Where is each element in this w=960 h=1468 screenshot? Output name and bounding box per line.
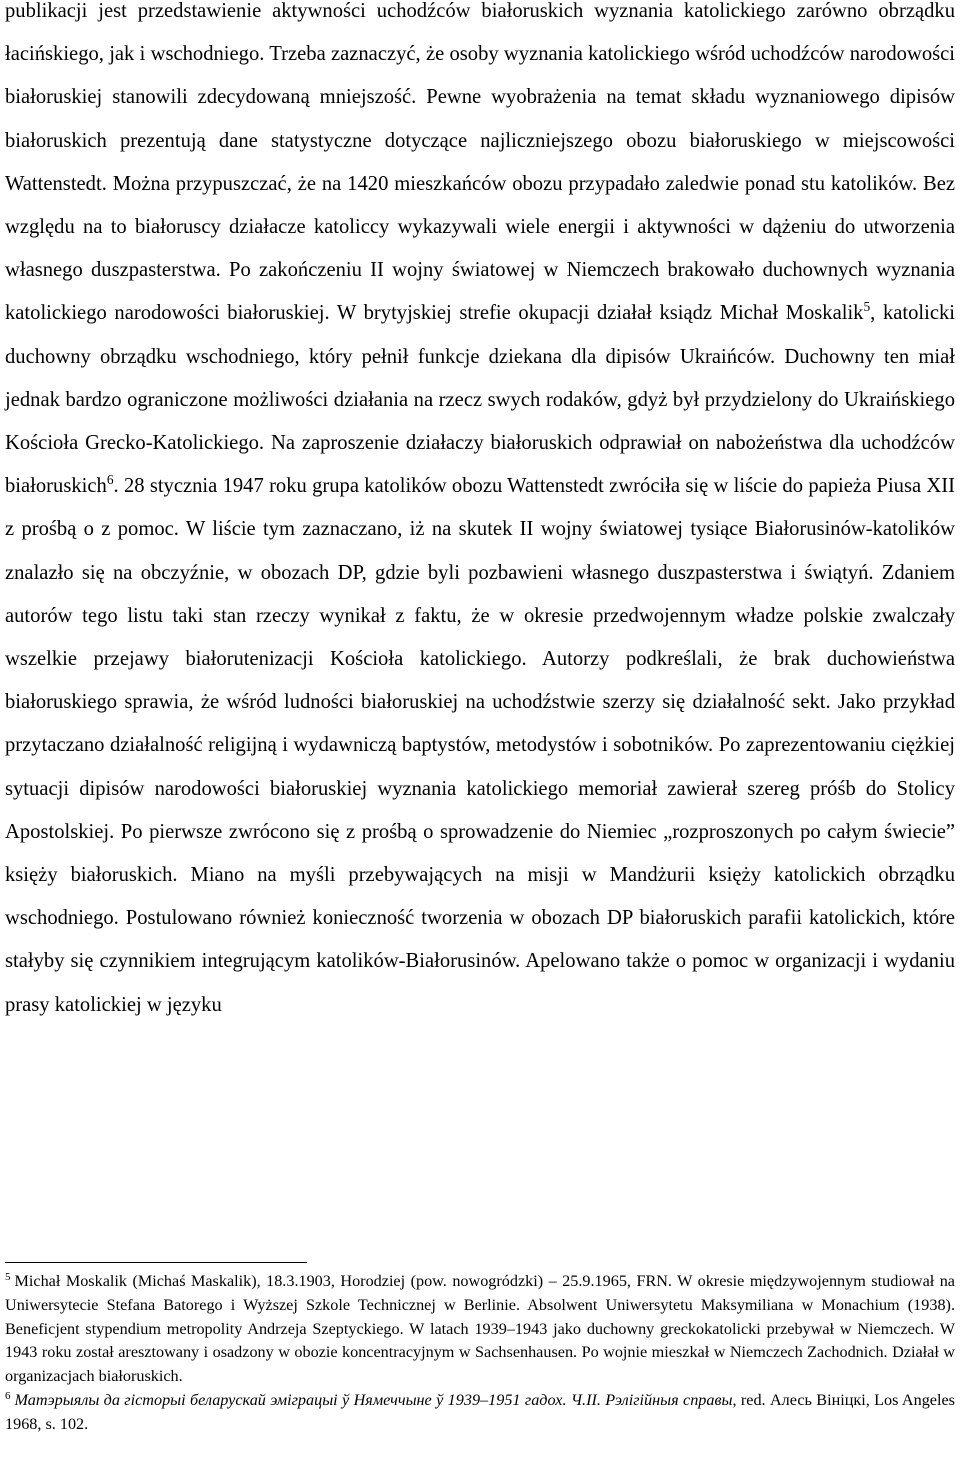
paragraph-text-part-3: . 28 stycznia 1947 roku grupa katolików obozu Wattenstedt zwróciła się w liście do papieża Piusa XII z prośbą o z pomoc. W liście tym zaznaczano, iż na skutek II wojny światowej tysiące Białorusinów-katolików znalazło się na obczyźnie, w obozach DP, gdzie byli pozbawieni własnego duszpasterstwa i świątyń. Zdaniem autorów tego listu taki stan rzeczy wynikał z faktu, że w okresie przedwojennym władze polskie zwalczały wszelkie przejawy białorutenizacji Kościoła katolickiego. Autorzy podkreślali, że brak duchowieństwa białoruskiego sprawia, że wśród ludności białoruskiej na uchodźstwie szerzy się działalność sekt. Jako przykład przytaczano działalność religijną i wydawniczą baptystów, metodystów i sobotników. Po zaprezentowaniu ciężkiej sytuacji dipisów narodowości białoruskiej wyznania katolickiego memoriał zawierał szereg próśb do Stolicy Apostolskiej. Po pierwsze zwrócono się z prośbą o sprowadzenie do Niemiec „rozproszonych po całym świecie” księży białoruskich. Miano na myśli przebywających na misji w Mandżurii księży katolickich obrządku wschodniego. Postulowano również konieczność tworzenia w obozach DP białoruskich parafii katolickich, które stałyby się czynnikiem integrującym katolików-Białorusinów. Apelowano także o pomoc w organizacji i wydaniu prasy katolickiej w języku — [5, 475, 955, 1016]
footnote-5-text: Michał Moskalik (Michaś Maskalik), 18.3.1903, Horodziej (pow. nowogródzki) – 25.9.1965, FRN. W okresie międzywojennym studiował na Uniwersytecie Stefana Batorego i Wyższej Szkole Technicznej w Berlinie. Absolwent Uniwersytetu Maksymiliana w Monachium (1938). Beneficjent stypendium metropolity Andrzeja Szeptyckiego. W latach 1939–1943 jako duchowny greckokatolicki przebywał w Niemczech. W 1943 roku został aresztowany i osadzony w obozie koncentracyjnym w Sachsenhausen. Po wojnie mieszkał w Niemczech Zachodnich. Działał w organizacjach białoruskich. — [5, 1272, 955, 1386]
footnote-reference-5[interactable]: 5 — [863, 299, 871, 315]
main-paragraph — [5, 0, 955, 1027]
paragraph-text-part-2: , katolicki duchowny obrządku wschodniego, który pełnił funkcje dziekana dla dipisów Ukraińców. Duchowny ten miał jednak bardzo ograniczone możliwości działania na rzecz swych rodaków, gdyż był przydzielony do Ukraińskiego Kościoła Grecko-Katolickiego. Na zaproszenie działaczy białoruskich odprawiał on nabożeństwa dla uchodźców białoruskich — [5, 302, 956, 498]
paragraph-text-part-1: publikacji jest przedstawienie aktywności uchodźców białoruskich wyznania katolickiego zarówno obrządku łacińskiego, jak i wschodniego. Trzeba zaznaczyć, że osoby wyznania katolickiego wśród uchodźców narodowości białoruskiej stanowili zdecydowaną mniejszość. Pewne wyobrażenia na temat składu wyznaniowego dipisów białoruskich prezentują dane statystyczne dotyczące najliczniejszego obozu białoruskiego w miejscowości Wattenstedt. Można przypuszczać, że na 1420 mieszkańców obozu przypadało zaledwie ponad stu katolików. Bez względu na to białoruscy działacze katoliccy wykazywali wiele energii i aktywności w dążeniu do utworzenia własnego duszpasterstwa. Po zakończeniu II wojny światowej w Niemczech brakowało duchownych wyznania katolickiego narodowości białoruskiej. W brytyjskiej strefie okupacji działał ksiądz Michał Moskalik — [5, 0, 955, 325]
footnote-5 — [5, 1270, 955, 1389]
footnote-separator — [5, 1262, 307, 1263]
footnote-reference-6[interactable]: 6 — [106, 472, 114, 488]
document-page — [5, 0, 955, 1037]
footnote-5-number: 5 — [5, 1270, 11, 1283]
footnote-6-text: , red. Алесь Вініцкі, Los Angeles 1968, s. 102. — [5, 1390, 955, 1433]
footnotes-section — [5, 1270, 955, 1437]
footnote-6-number: 6 — [5, 1389, 11, 1402]
footnote-6-title: Матэрыялы да гісторыі беларускай эміграцыі ў Нямеччыне ў 1939–1951 гадох. Ч.ІІ. Рэлігійныя справы — [14, 1390, 733, 1409]
footnote-6 — [5, 1389, 955, 1437]
